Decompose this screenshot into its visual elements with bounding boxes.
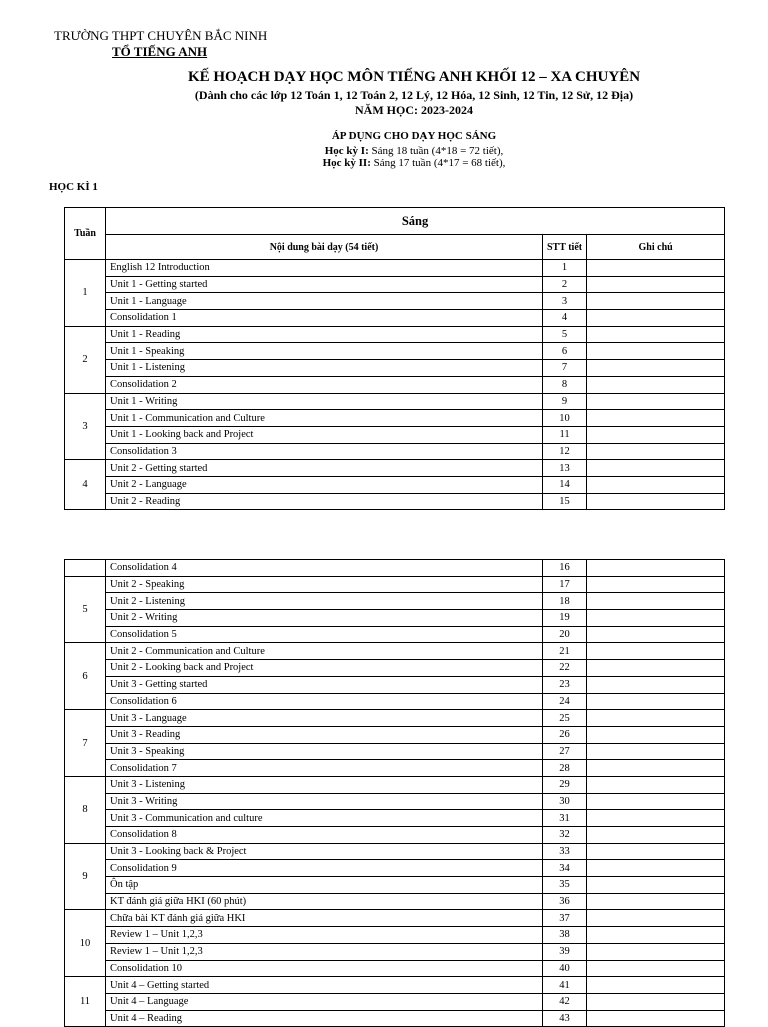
lesson-content: Consolidation 3 — [106, 443, 543, 460]
table-row — [65, 810, 725, 827]
lesson-note — [587, 326, 725, 343]
table-2-body — [65, 560, 725, 1027]
table-row — [65, 910, 725, 927]
table-row — [65, 260, 725, 277]
table-row — [65, 977, 725, 994]
lesson-content: Unit 2 - Language — [106, 476, 543, 493]
semester-2-label: Học kỳ II: — [322, 157, 371, 169]
table-row — [65, 476, 725, 493]
semester-1-text: Sáng 18 tuần (4*18 = 72 tiết), — [368, 145, 504, 157]
lesson-content: Consolidation 10 — [106, 960, 543, 977]
lesson-content: Review 1 – Unit 1,2,3 — [106, 927, 543, 944]
lesson-number: 14 — [543, 476, 587, 493]
week-number: 8 — [65, 776, 106, 843]
semester-1-info — [0, 145, 768, 157]
lesson-note — [587, 960, 725, 977]
lesson-number: 25 — [543, 710, 587, 727]
table-row — [65, 960, 725, 977]
week-number: 2 — [65, 326, 106, 393]
lesson-content: Unit 2 - Getting started — [106, 460, 543, 477]
week-number: 1 — [65, 260, 106, 327]
lesson-number: 27 — [543, 743, 587, 760]
semester-1-label: Học kỳ I: — [324, 145, 369, 157]
lesson-content: Unit 2 - Looking back and Project — [106, 660, 543, 677]
lesson-content: Unit 2 - Speaking — [106, 576, 543, 593]
lesson-content: Unit 2 - Writing — [106, 610, 543, 627]
table-row — [65, 410, 725, 427]
school-year: NĂM HỌC: 2023-2024 — [355, 103, 473, 117]
lesson-note — [587, 660, 725, 677]
lesson-number: 3 — [543, 293, 587, 310]
table-row — [65, 460, 725, 477]
lesson-note — [587, 626, 725, 643]
lesson-content: Unit 2 - Communication and Culture — [106, 643, 543, 660]
table-row — [65, 343, 725, 360]
table-row — [65, 743, 725, 760]
lesson-note — [587, 827, 725, 844]
lesson-number: 36 — [543, 893, 587, 910]
lesson-note — [587, 426, 725, 443]
week-number: 11 — [65, 977, 106, 1027]
table-row — [65, 776, 725, 793]
lesson-number: 13 — [543, 460, 587, 477]
lesson-content: Unit 3 - Reading — [106, 726, 543, 743]
table-row — [65, 793, 725, 810]
table-row — [65, 276, 725, 293]
table-row — [65, 376, 725, 393]
lesson-number: 1 — [543, 260, 587, 277]
lesson-content: Consolidation 7 — [106, 760, 543, 777]
header-note: Ghi chú — [587, 235, 725, 260]
week-number: 6 — [65, 643, 106, 710]
lesson-note — [587, 460, 725, 477]
lesson-number: 33 — [543, 843, 587, 860]
lesson-note — [587, 977, 725, 994]
lesson-note — [587, 860, 725, 877]
lesson-number: 16 — [543, 560, 587, 577]
lesson-content: KT đánh giá giữa HKI (60 phút) — [106, 893, 543, 910]
table-row — [65, 893, 725, 910]
lesson-number: 10 — [543, 410, 587, 427]
lesson-content: Unit 3 - Getting started — [106, 676, 543, 693]
week-number: 5 — [65, 576, 106, 643]
lesson-content: Unit 1 - Looking back and Project — [106, 426, 543, 443]
lesson-number: 26 — [543, 726, 587, 743]
table-row — [65, 927, 725, 944]
lesson-number: 32 — [543, 827, 587, 844]
lesson-note — [587, 943, 725, 960]
table-row — [65, 693, 725, 710]
lesson-note — [587, 776, 725, 793]
lesson-number: 7 — [543, 360, 587, 377]
table-row — [65, 560, 725, 577]
header-stt: STT tiết — [543, 235, 587, 260]
table-row — [65, 310, 725, 327]
lesson-number: 29 — [543, 776, 587, 793]
lesson-content: Consolidation 4 — [106, 560, 543, 577]
lesson-number: 2 — [543, 276, 587, 293]
lesson-plan-table-2 — [64, 559, 725, 1027]
lesson-content: Consolidation 9 — [106, 860, 543, 877]
lesson-number: 35 — [543, 877, 587, 894]
lesson-note — [587, 760, 725, 777]
week-number: 9 — [65, 843, 106, 910]
lesson-note — [587, 276, 725, 293]
department-name: TỔ TIẾNG ANH — [112, 44, 208, 59]
table-row — [65, 443, 725, 460]
week-number — [65, 560, 106, 577]
lesson-note — [587, 376, 725, 393]
lesson-note — [587, 593, 725, 610]
header-session: Sáng — [106, 208, 725, 235]
lesson-note — [587, 393, 725, 410]
lesson-content: Unit 1 - Reading — [106, 326, 543, 343]
lesson-number: 30 — [543, 793, 587, 810]
table-row — [65, 660, 725, 677]
lesson-note — [587, 360, 725, 377]
lesson-number: 31 — [543, 810, 587, 827]
lesson-note — [587, 810, 725, 827]
lesson-number: 42 — [543, 993, 587, 1010]
lesson-number: 37 — [543, 910, 587, 927]
lesson-note — [587, 293, 725, 310]
table-row — [65, 760, 725, 777]
lesson-content: Ôn tập — [106, 877, 543, 894]
lesson-content: Chữa bài KT đánh giá giữa HKI — [106, 910, 543, 927]
lesson-number: 8 — [543, 376, 587, 393]
table-row — [65, 626, 725, 643]
lesson-note — [587, 643, 725, 660]
lesson-note — [587, 927, 725, 944]
table-row — [65, 593, 725, 610]
lesson-note — [587, 610, 725, 627]
lesson-note — [587, 893, 725, 910]
lesson-number: 6 — [543, 343, 587, 360]
lesson-number: 34 — [543, 860, 587, 877]
table-row — [65, 393, 725, 410]
lesson-note — [587, 560, 725, 577]
table-row — [65, 643, 725, 660]
lesson-number: 4 — [543, 310, 587, 327]
lesson-content: Unit 1 - Speaking — [106, 343, 543, 360]
lesson-number: 19 — [543, 610, 587, 627]
lesson-number: 43 — [543, 1010, 587, 1027]
week-number: 3 — [65, 393, 106, 460]
lesson-note — [587, 343, 725, 360]
table-1-body — [65, 260, 725, 510]
lesson-content: Unit 3 - Looking back & Project — [106, 843, 543, 860]
lesson-note — [587, 993, 725, 1010]
table-row — [65, 827, 725, 844]
lesson-note — [587, 310, 725, 327]
lesson-content: English 12 Introduction — [106, 260, 543, 277]
lesson-content: Consolidation 6 — [106, 693, 543, 710]
semester-2-info — [0, 157, 768, 169]
lesson-content: Unit 1 - Language — [106, 293, 543, 310]
lesson-content: Consolidation 5 — [106, 626, 543, 643]
lesson-note — [587, 726, 725, 743]
lesson-note — [587, 1010, 725, 1027]
lesson-note — [587, 710, 725, 727]
lesson-content: Unit 4 – Language — [106, 993, 543, 1010]
document-title: KẾ HOẠCH DẠY HỌC MÔN TIẾNG ANH KHỐI 12 – XA CHUYÊN — [187, 69, 641, 85]
lesson-note — [587, 493, 725, 510]
table-row — [65, 360, 725, 377]
table-row — [65, 1010, 725, 1027]
table-row — [65, 293, 725, 310]
table-row — [65, 676, 725, 693]
lesson-note — [587, 693, 725, 710]
lesson-number: 21 — [543, 643, 587, 660]
lesson-number: 38 — [543, 927, 587, 944]
lesson-content: Unit 3 - Communication and culture — [106, 810, 543, 827]
lesson-number: 40 — [543, 960, 587, 977]
document-subtitle: (Dành cho các lớp 12 Toán 1, 12 Toán 2, 12 Lý, 12 Hóa, 12 Sinh, 12 Tin, 12 Sử, 12 Địa) — [194, 88, 634, 102]
lesson-content: Unit 3 - Language — [106, 710, 543, 727]
lesson-note — [587, 410, 725, 427]
lesson-content: Unit 4 – Reading — [106, 1010, 543, 1027]
table-row — [65, 493, 725, 510]
apply-note: ÁP DỤNG CHO DẠY HỌC SÁNG — [331, 130, 497, 142]
week-number: 4 — [65, 460, 106, 510]
table-row — [65, 426, 725, 443]
table-row — [65, 843, 725, 860]
lesson-number: 15 — [543, 493, 587, 510]
lesson-number: 9 — [543, 393, 587, 410]
term-heading: HỌC KÌ 1 — [49, 181, 98, 193]
lesson-content: Unit 4 – Getting started — [106, 977, 543, 994]
table-row — [65, 710, 725, 727]
lesson-content: Unit 1 - Writing — [106, 393, 543, 410]
lesson-number: 12 — [543, 443, 587, 460]
lesson-number: 5 — [543, 326, 587, 343]
table-row — [65, 993, 725, 1010]
lesson-content: Consolidation 1 — [106, 310, 543, 327]
table-row — [65, 576, 725, 593]
lesson-content: Unit 3 - Speaking — [106, 743, 543, 760]
lesson-note — [587, 793, 725, 810]
lesson-content: Unit 1 - Communication and Culture — [106, 410, 543, 427]
lesson-content: Unit 2 - Listening — [106, 593, 543, 610]
lesson-note — [587, 576, 725, 593]
header-week: Tuần — [65, 208, 106, 260]
lesson-content: Unit 1 - Listening — [106, 360, 543, 377]
lesson-note — [587, 910, 725, 927]
lesson-number: 18 — [543, 593, 587, 610]
lesson-number: 24 — [543, 693, 587, 710]
lesson-number: 39 — [543, 943, 587, 960]
lesson-number: 23 — [543, 676, 587, 693]
lesson-note — [587, 676, 725, 693]
lesson-note — [587, 843, 725, 860]
lesson-content: Unit 1 - Getting started — [106, 276, 543, 293]
lesson-content: Unit 2 - Reading — [106, 493, 543, 510]
lesson-note — [587, 443, 725, 460]
lesson-note — [587, 476, 725, 493]
lesson-content: Review 1 – Unit 1,2,3 — [106, 943, 543, 960]
lesson-number: 20 — [543, 626, 587, 643]
table-row — [65, 860, 725, 877]
table-row — [65, 943, 725, 960]
school-name: TRƯỜNG THPT CHUYÊN BẮC NINH — [54, 28, 268, 43]
lesson-note — [587, 260, 725, 277]
header-content: Nội dung bài dạy (54 tiết) — [106, 235, 543, 260]
semester-2-text: Sáng 17 tuần (4*17 = 68 tiết), — [370, 157, 506, 169]
lesson-number: 28 — [543, 760, 587, 777]
lesson-content: Consolidation 8 — [106, 827, 543, 844]
week-number: 7 — [65, 710, 106, 777]
table-row — [65, 610, 725, 627]
week-number: 10 — [65, 910, 106, 977]
lesson-note — [587, 877, 725, 894]
lesson-number: 41 — [543, 977, 587, 994]
lesson-number: 17 — [543, 576, 587, 593]
lesson-content: Consolidation 2 — [106, 376, 543, 393]
lesson-number: 22 — [543, 660, 587, 677]
lesson-number: 11 — [543, 426, 587, 443]
lesson-content: Unit 3 - Writing — [106, 793, 543, 810]
table-row — [65, 326, 725, 343]
lesson-content: Unit 3 - Listening — [106, 776, 543, 793]
lesson-plan-table-1 — [64, 207, 725, 510]
lesson-note — [587, 743, 725, 760]
table-row — [65, 877, 725, 894]
table-row — [65, 726, 725, 743]
